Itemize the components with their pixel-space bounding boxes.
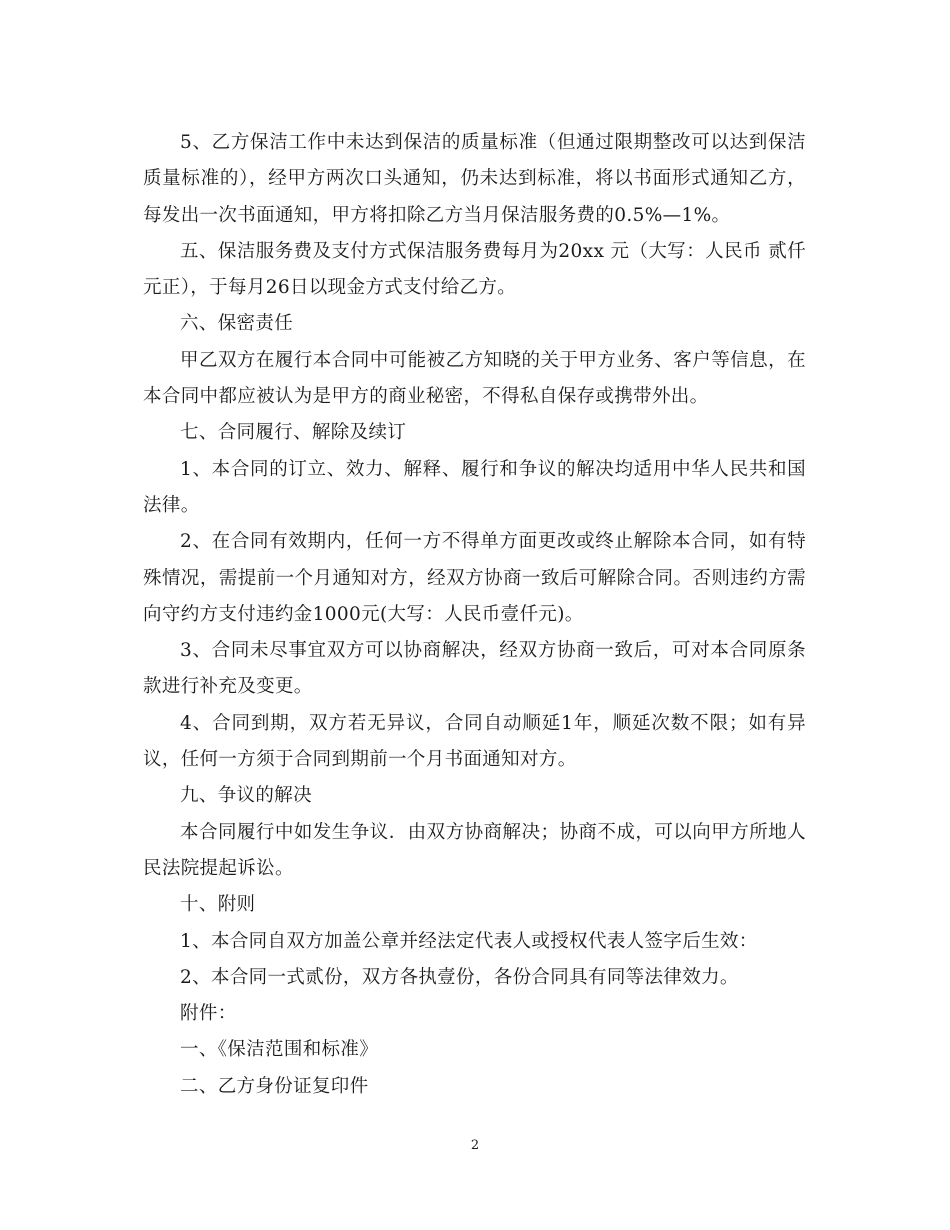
paragraph-clause-7-1-law: 1、本合同的订立、效力、解释、履行和争议的解决均适用中华人民共和国法律。 — [143, 458, 806, 516]
paragraph-confidentiality: 甲乙双方在履行本合同中可能被乙方知晓的关于甲方业务、客户等信息，在本合同中都应被认为是甲方的商业秘密，不得私自保存或携带外出。 — [143, 349, 806, 408]
attachment-item-2: 二、乙方身份证复印件 — [180, 1075, 369, 1097]
paragraph-clause-10-2-copies: 2、本合同一式贰份，双方各执壹份，各份合同具有同等法律效力。 — [180, 966, 739, 988]
paragraph-section-5-service-fee: 五、保洁服务费及支付方式保洁服务费每月为20xx 元（大写：人民币 贰仟元正），于每月26日以现金方式支付给乙方。 — [143, 240, 806, 299]
paragraph-clause-5-cleaning-standard: 5、乙方保洁工作中未达到保洁的质量标准（但通过限期整改可以达到保洁质量标准的），经甲方两次口头通知，仍未达到标准，将以书面形式通知乙方，每发出一次书面通知，甲方将扣除乙方当月保洁服务费的0.5%—1%。 — [143, 132, 806, 226]
paragraph-clause-7-3-supplement: 3、合同未尽事宜双方可以协商解决，经双方协商一致后，可对本合同原条款进行补充及变更。 — [143, 640, 806, 698]
attachment-item-1: 一、《保洁范围和标准》 — [180, 1039, 379, 1061]
heading-section-10-supplementary: 十、附则 — [180, 894, 256, 916]
paragraph-clause-10-1-effective: 1、本合同自双方加盖公章并经法定代表人或授权代表人签字后生效： — [180, 930, 758, 952]
paragraph-clause-7-2-termination: 2、在合同有效期内，任何一方不得单方面更改或终止解除本合同，如有特殊情况，需提前一个月通知对方，经双方协商一致后可解除合同。否则违约方需向守约方支付违约金1000元(大写：人民币壹仟元)。 — [143, 531, 806, 625]
paragraph-clause-7-4-renewal: 4、合同到期，双方若无异议，合同自动顺延1年，顺延次数不限；如有异议，任何一方须于合同到期前一个月书面通知对方。 — [143, 712, 806, 771]
heading-attachments: 附件： — [180, 1003, 237, 1025]
heading-section-7-performance: 七、合同履行、解除及续订 — [180, 422, 407, 444]
heading-section-6-confidentiality: 六、保密责任 — [180, 313, 294, 335]
paragraph-disputes: 本合同履行中如发生争议．由双方协商解决；协商不成，可以向甲方所地人民法院提起诉讼。 — [143, 821, 806, 879]
page-number: 2 — [470, 1138, 480, 1153]
heading-section-9-disputes: 九、争议的解决 — [180, 785, 312, 807]
document-body — [143, 125, 806, 1105]
